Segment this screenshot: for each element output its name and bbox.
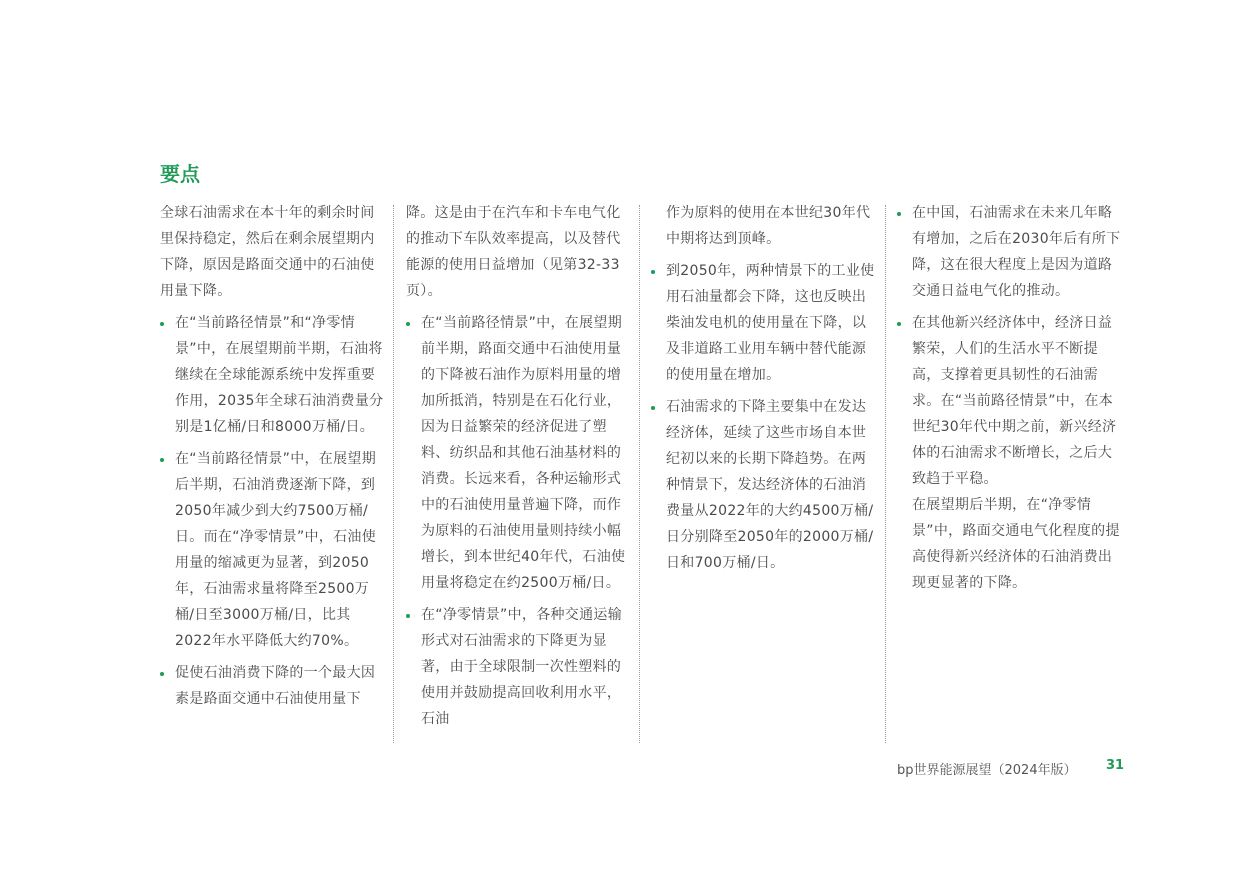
text-column-2 xyxy=(406,200,632,738)
text-column-1 xyxy=(160,200,386,718)
bullet-item: 在“当前路径情景”和“净零情景”中，在展望期前半期，石油将继续在全球能源系统中发挥重要作用，2035年全球石油消费量分别是1亿桶/日和8000万桶/日。 xyxy=(160,310,386,440)
bullet-item: 在“当前路径情景”中，在展望期后半期，石油消费逐渐下降，到2050年减少到大约7500万桶/日。而在“净零情景”中，石油使用量的缩减更为显著，到2050年，石油需求量将降至2500万桶/日至3000万桶/日，比其2022年水平降低大约70%。 xyxy=(160,446,386,654)
continued-bullet-text: 在展望期后半期，在“净零情景”中，路面交通电气化程度的提高使得新兴经济体的石油消费出现更显著的下降。 xyxy=(912,497,1120,591)
bullet-dot-icon xyxy=(406,614,410,618)
bullet-item: 到2050年，两种情景下的工业使用石油量都会下降，这也反映出柴油发电机的使用量在下降，以及非道路工业用车辆中替代能源的使用量在增加。 xyxy=(651,258,877,388)
section-heading: 要点 xyxy=(160,162,200,186)
bullet-list xyxy=(160,310,386,712)
bullet-dot-icon xyxy=(897,212,901,216)
column-divider xyxy=(885,205,886,743)
page-number: 31 xyxy=(1106,758,1125,773)
continued-paragraph: 降。这是由于在汽车和卡车电气化的推动下车队效率提高，以及替代能源的使用日益增加（见第32-33页）。 xyxy=(406,205,621,299)
text-column-4 xyxy=(897,200,1123,602)
intro-paragraph: 全球石油需求在本十年的剩余时间里保持稳定，然后在剩余展望期内下降，原因是路面交通中的石油使用量下降。 xyxy=(160,205,375,299)
bullet-list xyxy=(651,200,877,576)
bullet-dot-icon xyxy=(160,458,164,462)
footer-report-title: bp世界能源展望（2024年版） xyxy=(897,763,1077,778)
bullet-list xyxy=(897,200,1123,596)
bullet-list xyxy=(406,200,632,732)
bullet-dot-icon xyxy=(651,270,655,274)
bullet-item: 在中国，石油需求在未来几年略有增加，之后在2030年后有所下降，这在很大程度上是因为道路交通日益电气化的推动。 xyxy=(897,200,1123,304)
continued-bullet-text: 作为原料的使用在本世纪30年代中期将达到顶峰。 xyxy=(666,205,871,247)
bullet-item: 石油需求的下降主要集中在发达经济体，延续了这些市场自本世纪初以来的长期下降趋势。在两种情景下，发达经济体的石油消费量从2022年的大约4500万桶/日分别降至2050年的2000万桶/日和700万桶/日。 xyxy=(651,394,877,576)
bullet-item: 在其他新兴经济体中，经济日益繁荣，人们的生活水平不断提高，支撑着更具韧性的石油需求。在“当前路径情景”中，在本世纪30年代中期之前，新兴经济体的石油需求不断增长，之后大致趋于平稳。 xyxy=(897,310,1123,492)
column-divider xyxy=(639,205,640,743)
bullet-dot-icon xyxy=(160,322,164,326)
text-column-3 xyxy=(651,200,877,582)
bullet-dot-icon xyxy=(406,322,410,326)
bullet-item: 在“当前路径情景”中，在展望期前半期，路面交通中石油使用量的下降被石油作为原料用量的增加所抵消，特别是在石化行业，因为日益繁荣的经济促进了塑料、纺织品和其他石油基材料的消费。长远来看，各种运输形式中的石油使用量普遍下降，而作为原料的石油使用量则持续小幅增长，到本世纪40年代，石油使用量将稳定在约2500万桶/日。 xyxy=(406,310,632,596)
bullet-item: 在“净零情景”中，各种交通运输形式对石油需求的下降更为显著，由于全球限制一次性塑料的使用并鼓励提高回收利用水平，石油 xyxy=(406,602,632,732)
bullet-dot-icon xyxy=(160,672,164,676)
column-divider xyxy=(393,205,394,743)
bullet-item: 促使石油消费下降的一个最大因素是路面交通中石油使用量下 xyxy=(160,660,386,712)
bullet-dot-icon xyxy=(897,322,901,326)
bullet-dot-icon xyxy=(651,406,655,410)
